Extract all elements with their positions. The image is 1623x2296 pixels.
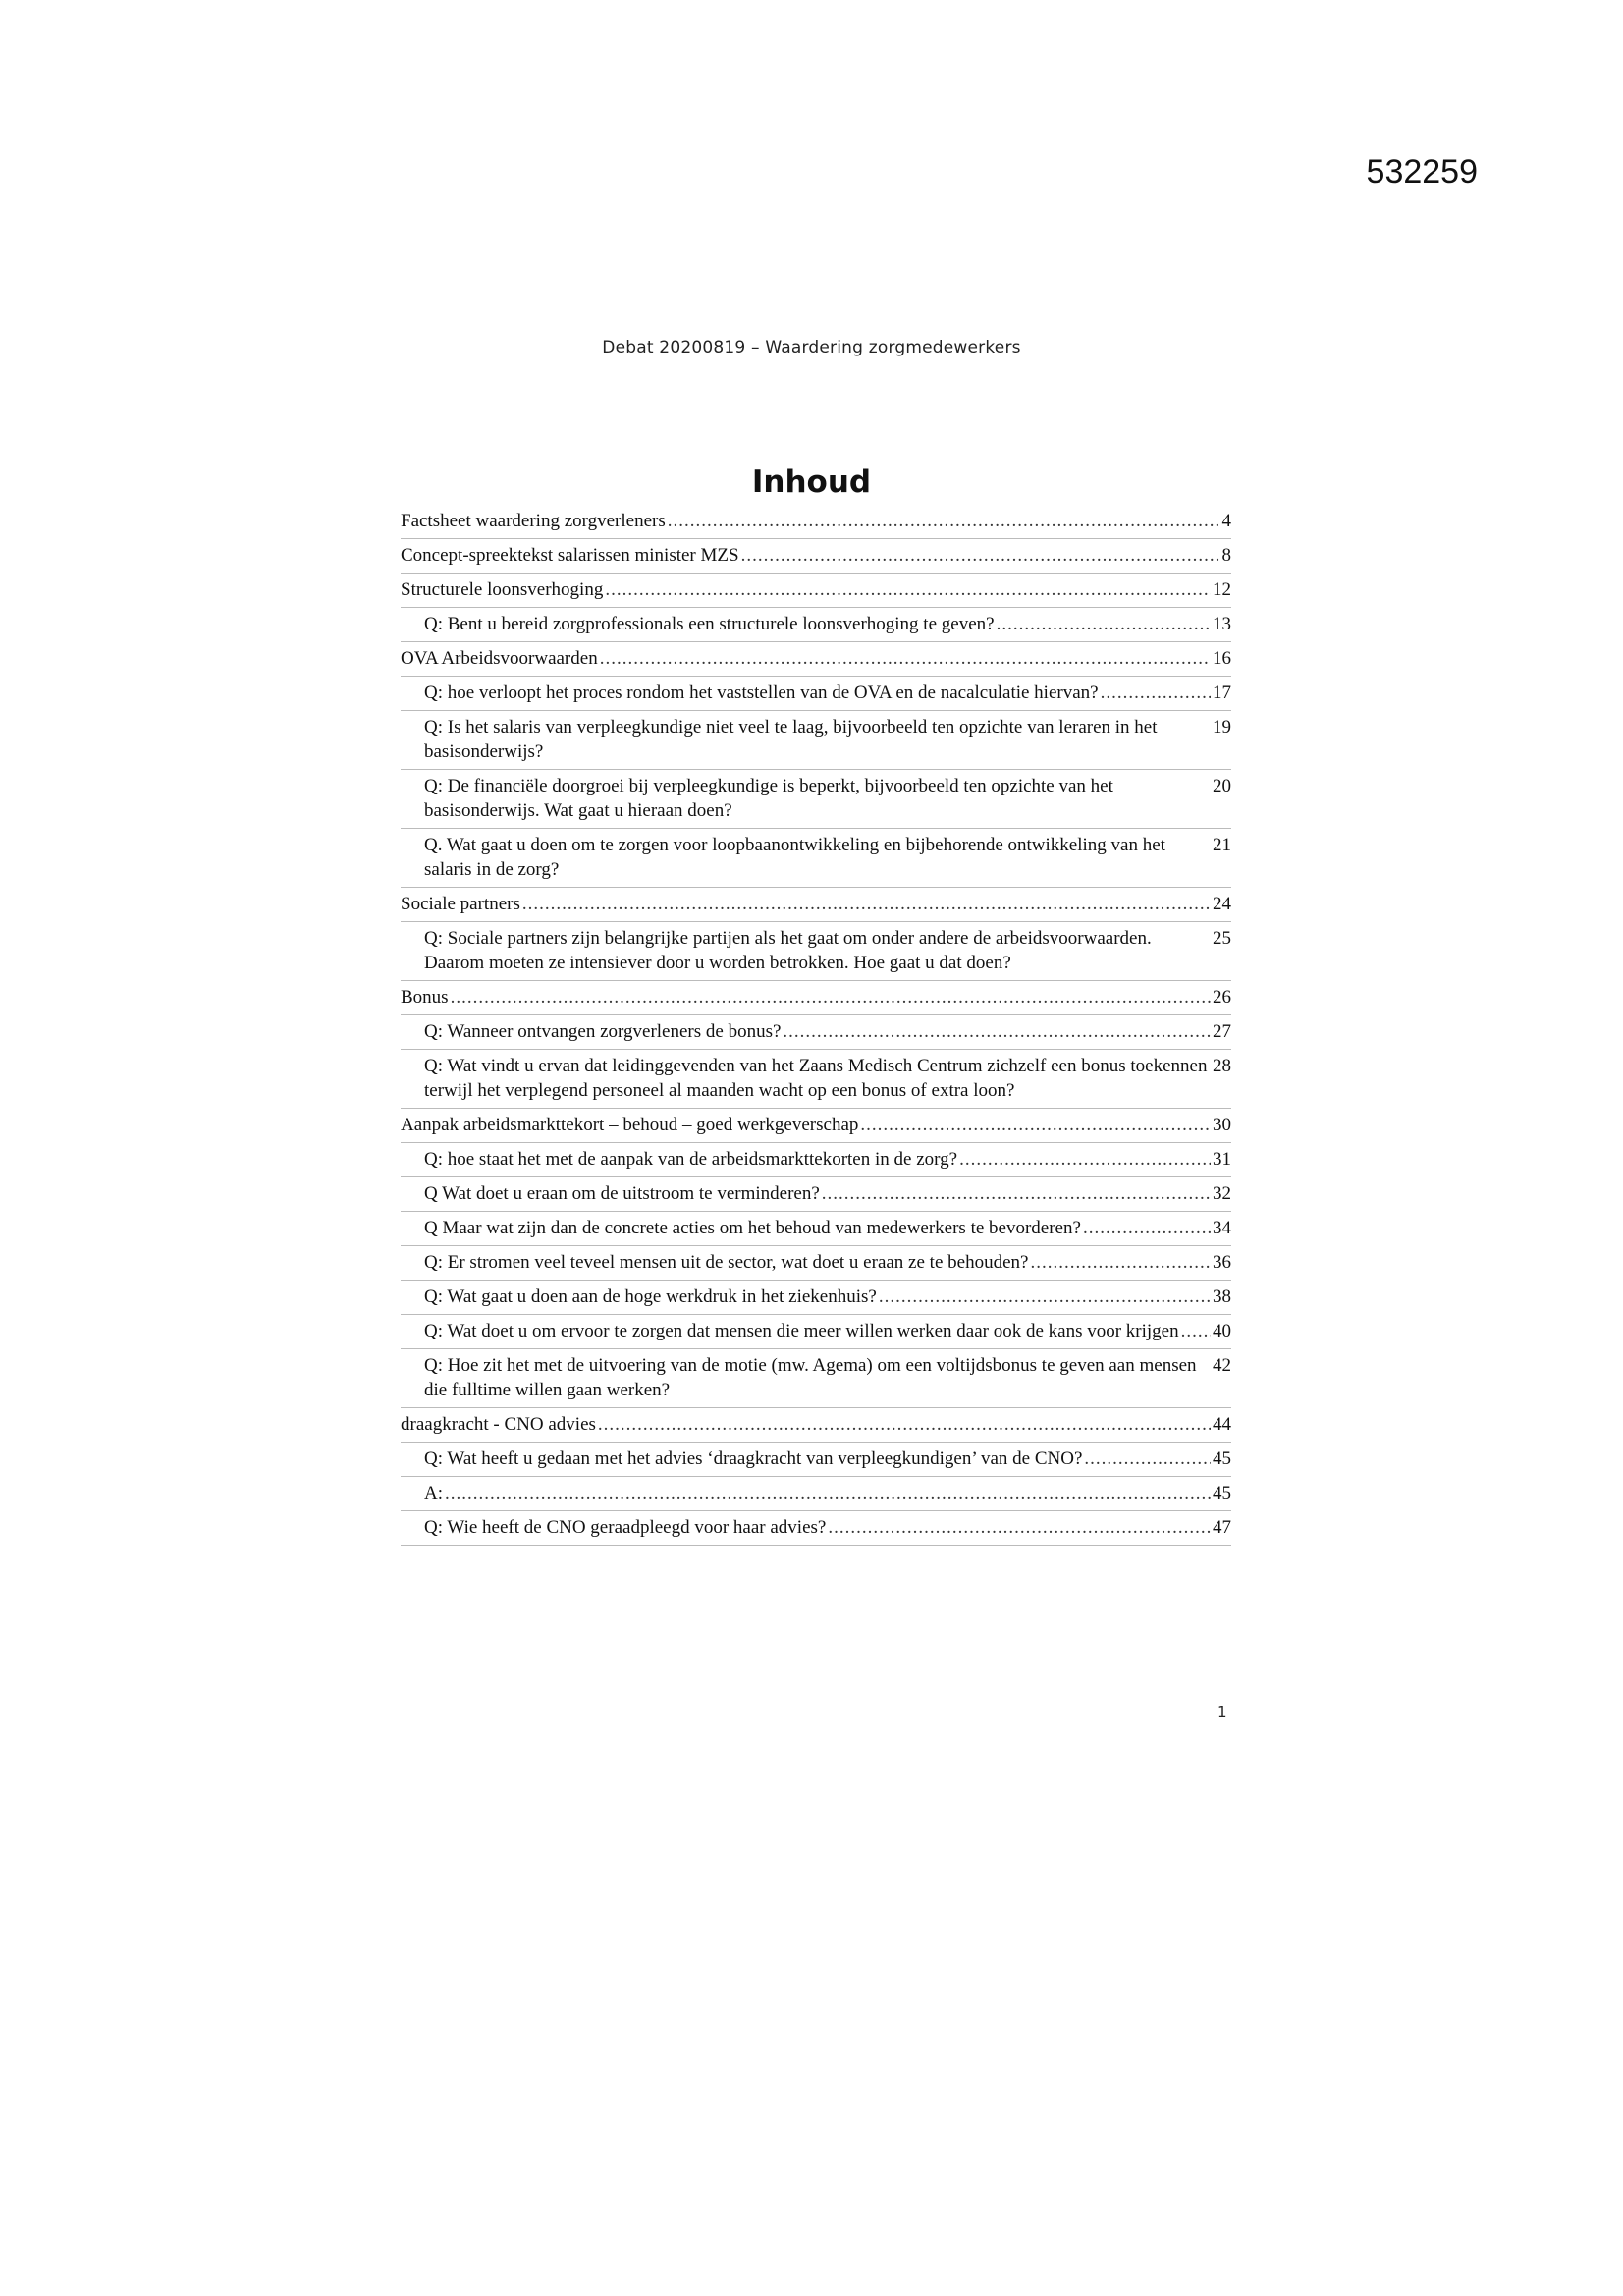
toc-entry-text: Q: Wie heeft de CNO geraadpleegd voor haar advies?: [424, 1517, 827, 1538]
toc-section-link[interactable]: [401, 985, 1231, 1015]
toc-dot-leader: [959, 1147, 1211, 1172]
toc-page-number: 45: [1213, 1483, 1231, 1503]
page-header: Debat 20200819 – Waardering zorgmedewerkers: [602, 338, 1021, 357]
toc-section-link[interactable]: [401, 892, 1231, 922]
toc-page-number: 4: [1221, 511, 1231, 531]
toc-entry-text: Concept-spreektekst salarissen minister MZS: [401, 545, 739, 566]
toc-page-number: 42: [1213, 1355, 1231, 1376]
toc-title: Inhoud: [751, 465, 872, 500]
table-of-contents: [401, 509, 1231, 1550]
toc-question-link[interactable]: [401, 1353, 1231, 1408]
toc-page-number: 20: [1213, 776, 1231, 796]
toc-entry-text: Q Maar wat zijn dan de concrete acties om het behoud van medewerkers te bevorderen?: [424, 1218, 1081, 1238]
document-id: 532259: [1366, 153, 1478, 191]
toc-dot-leader: [1084, 1447, 1211, 1471]
toc-entry-text: Q: De financiële doorgroei bij verpleegkundige is beperkt, bijvoorbeeld ten opzichte van het basisonderwijs. Wat gaat u hieraan doen?: [424, 776, 1113, 821]
toc-dot-leader: [879, 1285, 1211, 1309]
toc-entry-text: Q: Wat gaat u doen aan de hoge werkdruk in het ziekenhuis?: [424, 1286, 877, 1307]
page-number: 1: [1217, 1703, 1227, 1721]
toc-dot-leader: [1101, 681, 1211, 705]
toc-page-number: 26: [1213, 987, 1231, 1008]
toc-question-link[interactable]: [401, 1054, 1231, 1109]
toc-question-link[interactable]: [401, 1216, 1231, 1246]
toc-dot-leader: [522, 892, 1211, 916]
toc-page-number: 17: [1213, 683, 1231, 703]
toc-entry-text: Q: Bent u bereid zorgprofessionals een structurele loonsverhoging te geven?: [424, 614, 995, 634]
toc-section-link[interactable]: [401, 1113, 1231, 1143]
toc-section-link[interactable]: [401, 543, 1231, 574]
toc-page-number: 34: [1213, 1218, 1231, 1238]
toc-entry-text: OVA Arbeidsvoorwaarden: [401, 648, 598, 669]
toc-dot-leader: [1030, 1250, 1211, 1275]
toc-entry-text: Q: Hoe zit het met de uitvoering van de motie (mw. Agema) om een voltijdsbonus te geven aan mensen die fulltime willen gaan werken?: [424, 1355, 1197, 1400]
toc-section-link[interactable]: [401, 577, 1231, 608]
toc-dot-leader: [605, 577, 1211, 602]
toc-page-number: 21: [1213, 835, 1231, 855]
toc-dot-leader: [451, 985, 1211, 1010]
toc-dot-leader: [828, 1515, 1211, 1540]
toc-page-number: 12: [1213, 579, 1231, 600]
toc-page-number: 38: [1213, 1286, 1231, 1307]
toc-dot-leader: [1181, 1319, 1211, 1343]
toc-entry-text: Bonus: [401, 987, 449, 1008]
toc-page-number: 28: [1213, 1056, 1231, 1076]
toc-dot-leader: [783, 1019, 1211, 1044]
toc-page-number: 45: [1213, 1449, 1231, 1469]
toc-entry-text: A:: [424, 1483, 443, 1503]
toc-entry-text: Aanpak arbeidsmarkttekort – behoud – goed werkgeverschap: [401, 1115, 859, 1135]
toc-dot-leader: [1083, 1216, 1211, 1240]
toc-entry-text: Q. Wat gaat u doen om te zorgen voor loopbaanontwikkeling en bijbehorende ontwikkeling van het salaris in de zorg?: [424, 835, 1165, 880]
toc-entry-text: Q: Is het salaris van verpleegkundige niet veel te laag, bijvoorbeeld ten opzichte van leraren in het basisonderwijs?: [424, 717, 1158, 762]
toc-question-link[interactable]: [401, 1319, 1231, 1349]
toc-question-link[interactable]: [401, 1481, 1231, 1511]
toc-page-number: 36: [1213, 1252, 1231, 1273]
toc-section-link[interactable]: [401, 509, 1231, 539]
toc-section-link[interactable]: [401, 646, 1231, 677]
toc-section-link[interactable]: [401, 1412, 1231, 1443]
toc-question-link[interactable]: [401, 774, 1231, 829]
toc-question-link[interactable]: [401, 1250, 1231, 1281]
toc-page-number: 25: [1213, 928, 1231, 949]
toc-entry-text: Q: Wat heeft u gedaan met het advies ‘draagkracht van verpleegkundigen’ van de CNO?: [424, 1449, 1083, 1469]
toc-question-link[interactable]: [401, 715, 1231, 770]
toc-page-number: 27: [1213, 1021, 1231, 1042]
toc-dot-leader: [997, 612, 1211, 636]
toc-dot-leader: [445, 1481, 1211, 1505]
toc-entry-text: Q: Wat vindt u ervan dat leidinggevenden van het Zaans Medisch Centrum zichzelf een bonus toekennen terwijl het verplegend personeel al maanden wacht op een bonus of extra loon?: [424, 1056, 1208, 1101]
toc-question-link[interactable]: [401, 1019, 1231, 1050]
toc-page-number: 31: [1213, 1149, 1231, 1170]
toc-entry-text: Factsheet waardering zorgverleners: [401, 511, 666, 531]
toc-page-number: 30: [1213, 1115, 1231, 1135]
toc-entry-text: Q: Wanneer ontvangen zorgverleners de bonus?: [424, 1021, 782, 1042]
toc-entry-text: draagkracht - CNO advies: [401, 1414, 596, 1435]
toc-dot-leader: [822, 1181, 1211, 1206]
toc-page-number: 24: [1213, 894, 1231, 914]
toc-question-link[interactable]: [401, 926, 1231, 981]
toc-question-link[interactable]: [401, 1285, 1231, 1315]
toc-entry-text: Q: Wat doet u om ervoor te zorgen dat mensen die meer willen werken daar ook de kans voor krijgen: [424, 1321, 1179, 1341]
toc-entry-text: Q: Sociale partners zijn belangrijke partijen als het gaat om onder andere de arbeidsvoorwaarden. Daarom moeten ze intensiever door u worden betrokken. Hoe gaat u dat doen?: [424, 928, 1152, 973]
toc-entry-text: Q: hoe verloopt het proces rondom het vaststellen van de OVA en de nacalculatie hiervan?: [424, 683, 1099, 703]
toc-question-link[interactable]: [401, 1447, 1231, 1477]
toc-dot-leader: [860, 1113, 1211, 1137]
toc-question-link[interactable]: [401, 612, 1231, 642]
toc-page-number: 40: [1213, 1321, 1231, 1341]
toc-page-number: 8: [1221, 545, 1231, 566]
toc-page-number: 47: [1213, 1517, 1231, 1538]
toc-entry-text: Structurele loonsverhoging: [401, 579, 604, 600]
toc-question-link[interactable]: [401, 1515, 1231, 1546]
toc-dot-leader: [741, 543, 1220, 568]
toc-dot-leader: [598, 1412, 1211, 1437]
toc-question-link[interactable]: [401, 1147, 1231, 1177]
toc-question-link[interactable]: [401, 833, 1231, 888]
toc-entry-text: Q: Er stromen veel teveel mensen uit de sector, wat doet u eraan ze te behouden?: [424, 1252, 1029, 1273]
toc-page-number: 19: [1213, 717, 1231, 738]
toc-page-number: 44: [1213, 1414, 1231, 1435]
toc-dot-leader: [600, 646, 1211, 671]
toc-question-link[interactable]: [401, 681, 1231, 711]
toc-page-number: 32: [1213, 1183, 1231, 1204]
toc-question-link[interactable]: [401, 1181, 1231, 1212]
toc-page-number: 13: [1213, 614, 1231, 634]
toc-page-number: 16: [1213, 648, 1231, 669]
toc-entry-text: Q Wat doet u eraan om de uitstroom te verminderen?: [424, 1183, 820, 1204]
toc-dot-leader: [668, 509, 1220, 533]
toc-entry-text: Q: hoe staat het met de aanpak van de arbeidsmarkttekorten in de zorg?: [424, 1149, 958, 1170]
toc-entry-text: Sociale partners: [401, 894, 520, 914]
